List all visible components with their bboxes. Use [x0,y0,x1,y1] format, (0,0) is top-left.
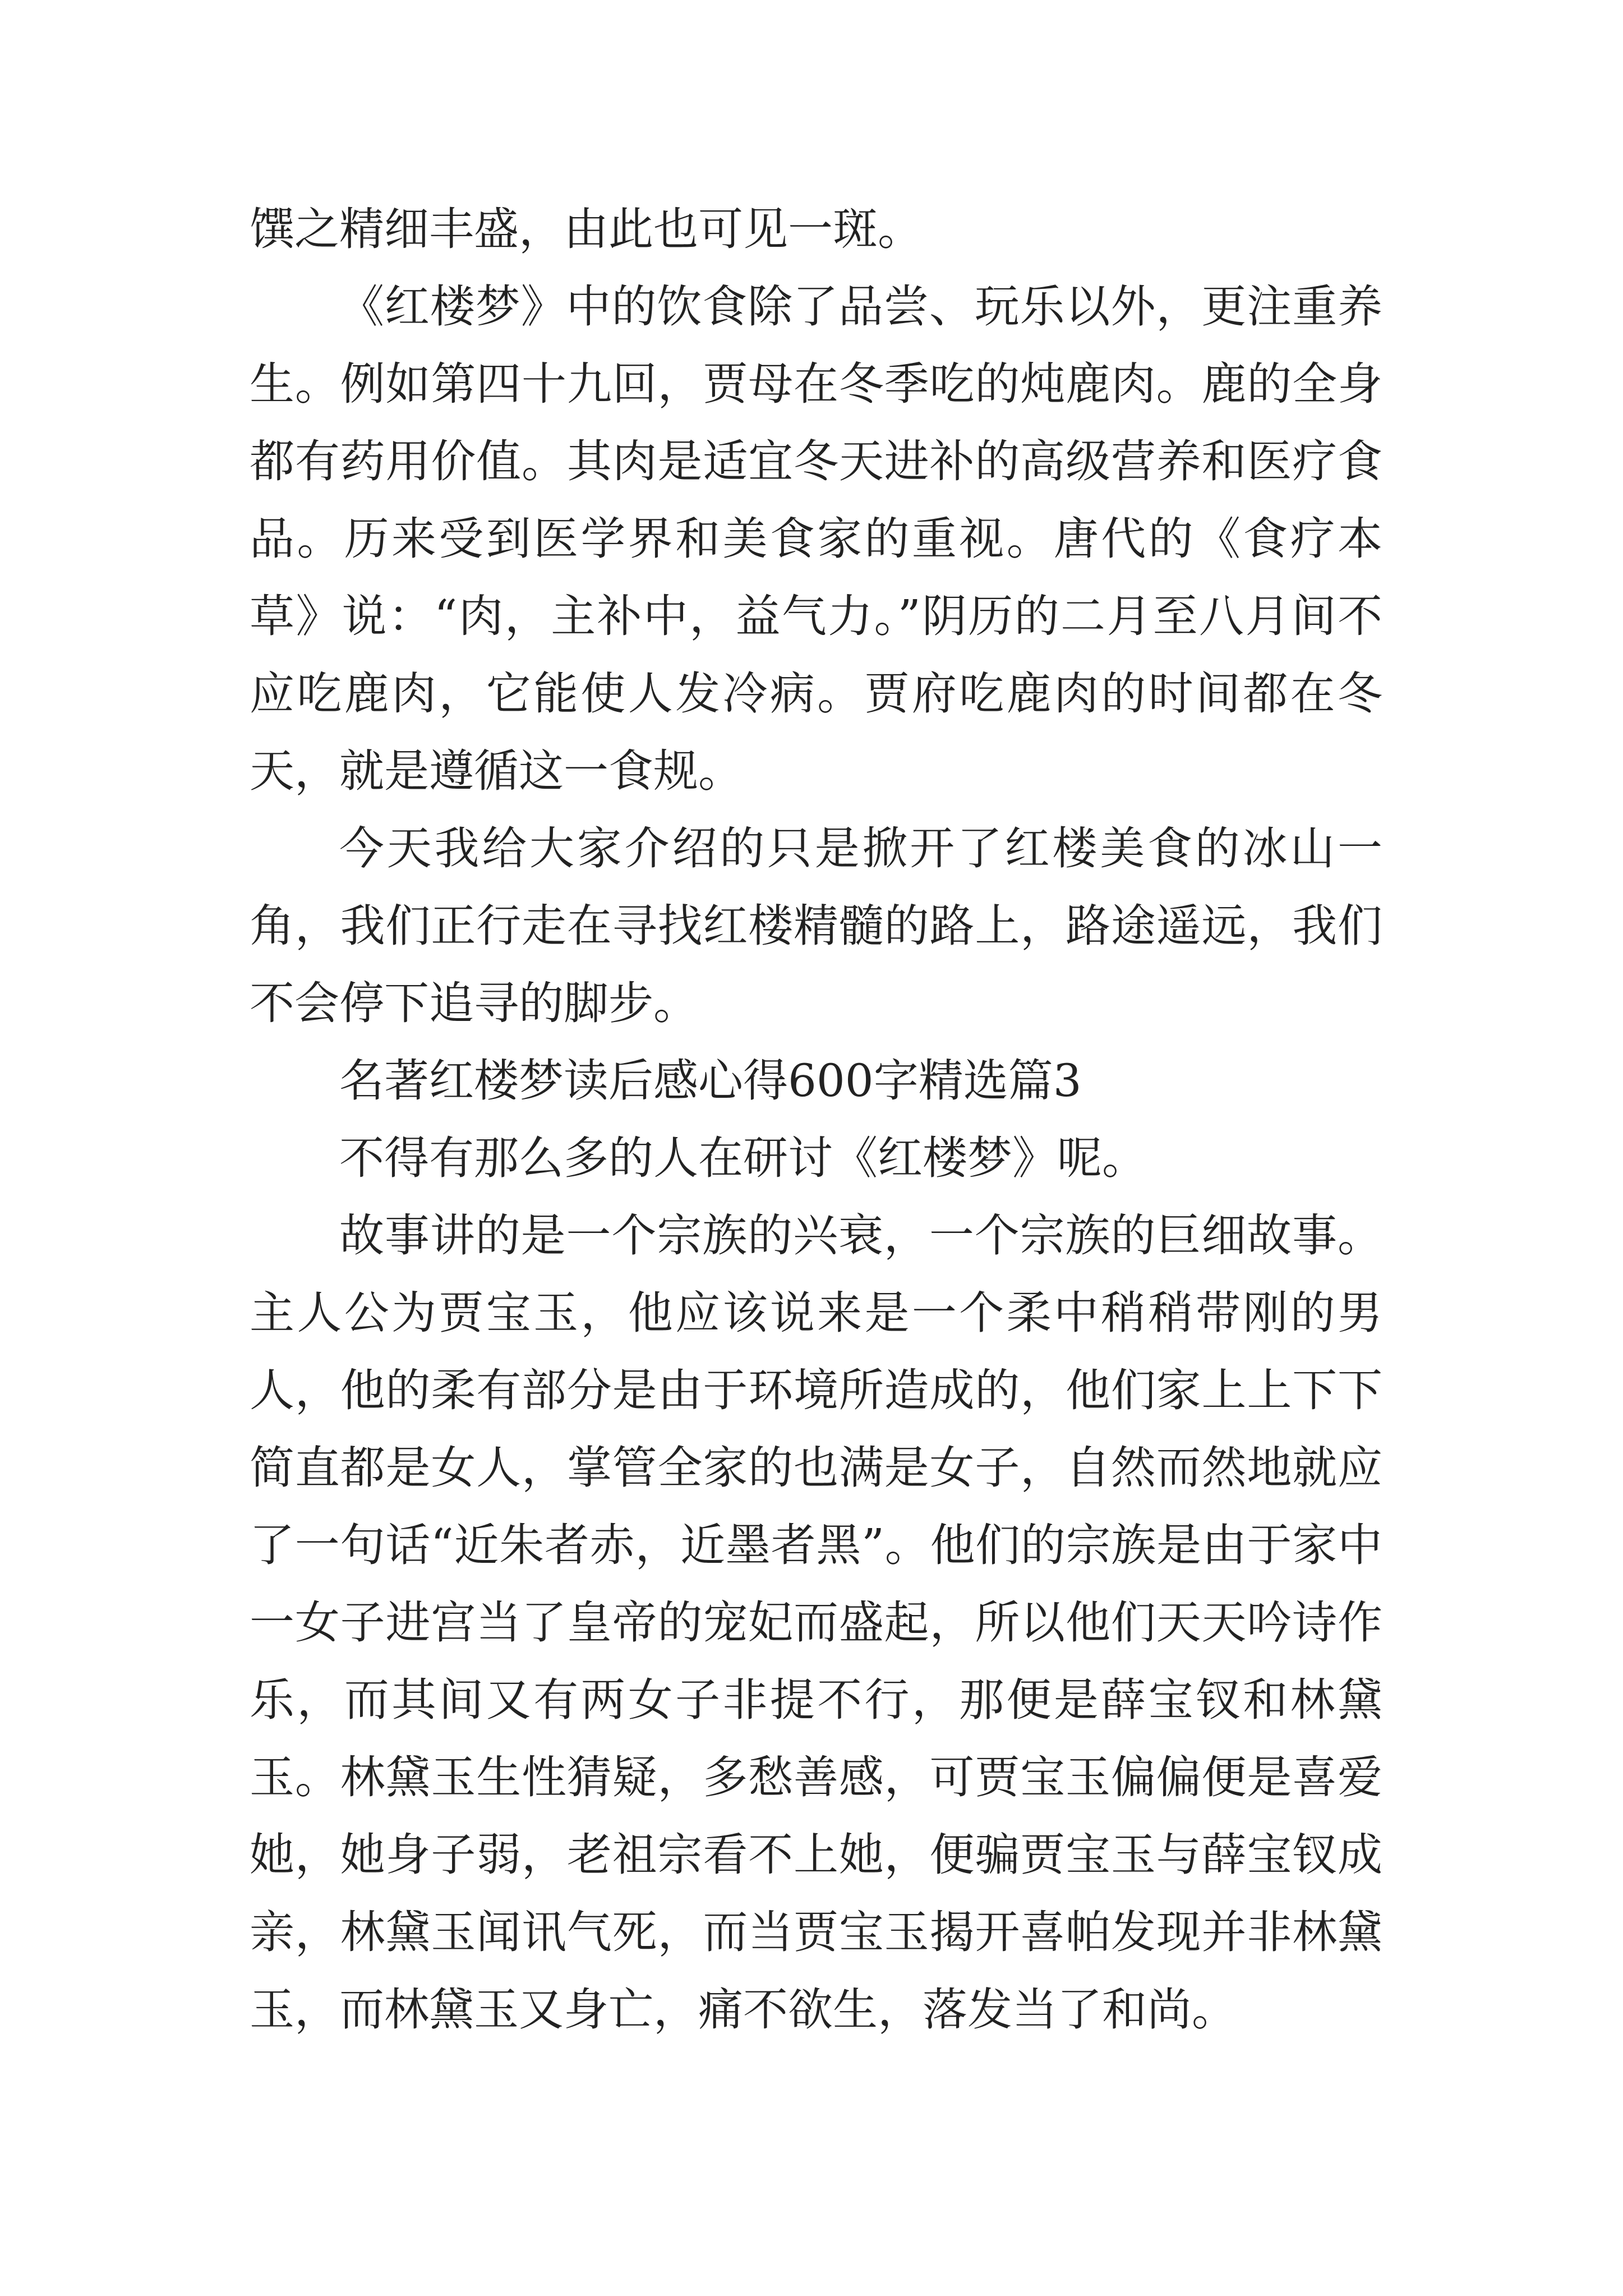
paragraph-2: 《红楼梦》中的饮食除了品尝、玩乐以外，更注重养生。例如第四十九回，贾母在冬季吃的炖鹿肉。鹿的全身都有药用价值。其肉是适宜冬天进补的高级营养和医疗食品。历来受到医学界和美食家的重视。唐代的《食疗本草》说：“肉，主补中，益气力。”阴历的二月至八月间不应吃鹿肉，它能使人发冷病。贾府吃鹿肉的时间都在冬天，就是遵循这一食规。 [250,280,1382,797]
paragraph-4: 不得有那么多的人在研讨《红楼梦》呢。 [339,1132,1147,1184]
section-title: 名著红楼梦读后感心得600字精选篇3 [339,1055,1082,1107]
document-page [250,191,1382,2049]
paragraph-3: 今天我给大家介绍的只是掀开了红楼美食的冰山一角，我们正行走在寻找红楼精髓的路上，路途遥远，我们不会停下追寻的脚步。 [250,822,1382,1029]
paragraph-5: 故事讲的是一个宗族的兴衰，一个宗族的巨细故事。主人公为贾宝玉，他应该说来是一个柔中稍稍带刚的男人，他的柔有部分是由于环境所造成的，他们家上上下下简直都是女人，掌管全家的也满是女子，自然而然地就应了一句话“近朱者赤，近墨者黑”。他们的宗族是由于家中一女子进宫当了皇帝的宠妃而盛起，所以他们天天吟诗作乐，而其间又有两女子非提不行，那便是薛宝钗和林黛玉。林黛玉生性猜疑，多愁善感，可贾宝玉偏偏便是喜爱她，她身子弱，老祖宗看不上她，便骗贾宝玉与薛宝钗成亲，林黛玉闻讯气死，而当贾宝玉揭开喜帕发现并非林黛玉，而林黛玉又身亡，痛不欲生，落发当了和尚。 [250,1209,1382,2036]
paragraph-1: 馔之精细丰盛，由此也可见一斑。 [250,203,923,255]
